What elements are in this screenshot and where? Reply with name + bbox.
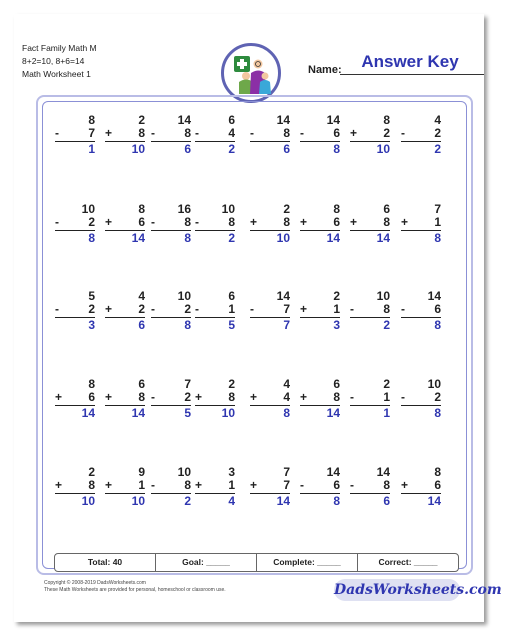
problem-bottom: 2 xyxy=(383,126,390,140)
problem-bottom: 8 xyxy=(184,215,191,229)
problem-answer: 8 xyxy=(283,406,290,420)
problem-operator: - xyxy=(350,478,354,492)
problem-operator: - xyxy=(151,215,155,229)
problem-answer: 10 xyxy=(131,142,145,156)
problem-operator: - xyxy=(151,390,155,404)
dadsworksheets-logo: DadsWorksheets.com xyxy=(334,579,460,601)
problem-bottom: 8 xyxy=(383,302,390,316)
problem-bottom: 8 xyxy=(184,126,191,140)
problem-answer: 8 xyxy=(434,318,441,332)
problem-top: 9 xyxy=(138,465,145,479)
problem-operator: + xyxy=(55,478,63,492)
problem-top: 7 xyxy=(434,202,441,216)
problem-answer: 3 xyxy=(333,318,340,332)
problem-answer: 14 xyxy=(131,406,145,420)
problem-answer: 6 xyxy=(283,142,290,156)
problem-item xyxy=(55,203,95,245)
problem-operator: - xyxy=(55,126,59,140)
problem-bottom: 8 xyxy=(228,390,235,404)
problem-item xyxy=(350,290,390,332)
problem-operator: + xyxy=(105,302,113,316)
usage-line: These Math Worksheets are provided for personal, homeschool or classroom use. xyxy=(44,587,226,593)
problem-item xyxy=(350,466,390,508)
problem-operator: + xyxy=(250,390,258,404)
problem-bottom: 2 xyxy=(88,215,95,229)
problem-item xyxy=(151,203,191,245)
problem-operator: + xyxy=(195,478,203,492)
copyright-line: Copyright © 2008-2019 DadsWorksheets.com xyxy=(44,580,146,586)
problem-operator: - xyxy=(195,215,199,229)
problem-answer: 10 xyxy=(376,142,390,156)
problem-top: 2 xyxy=(333,289,340,303)
problem-answer: 10 xyxy=(221,406,235,420)
problem-item xyxy=(105,203,145,245)
problem-top: 4 xyxy=(138,289,145,303)
problem-top: 5 xyxy=(88,289,95,303)
answer-key-label: Answer Key xyxy=(361,52,459,71)
problem-answer: 8 xyxy=(88,231,95,245)
problem-bottom: 4 xyxy=(228,126,235,140)
problem-item xyxy=(300,378,340,420)
problem-bottom: 7 xyxy=(283,302,290,316)
problem-bottom: 8 xyxy=(283,215,290,229)
problem-bottom: 8 xyxy=(138,126,145,140)
problem-operator: + xyxy=(300,390,308,404)
problem-answer: 5 xyxy=(228,318,235,332)
problem-top: 2 xyxy=(283,202,290,216)
problem-top: 7 xyxy=(184,377,191,391)
problem-answer: 2 xyxy=(383,318,390,332)
problem-bottom: 1 xyxy=(228,478,235,492)
problem-operator: + xyxy=(105,215,113,229)
problem-bottom: 8 xyxy=(383,478,390,492)
problem-bottom: 2 xyxy=(184,302,191,316)
problem-top: 6 xyxy=(333,377,340,391)
worksheet-title: Fact Family Math M xyxy=(22,43,97,53)
worksheet-subtitle: Math Worksheet 1 xyxy=(22,69,91,79)
score-goal: Goal: _____ xyxy=(156,554,257,571)
problem-item xyxy=(195,203,235,245)
problem-answer: 7 xyxy=(283,318,290,332)
problem-operator: + xyxy=(350,215,358,229)
problem-top: 10 xyxy=(427,377,441,391)
problem-bottom: 7 xyxy=(88,126,95,140)
problem-item xyxy=(195,114,235,156)
problem-top: 8 xyxy=(434,465,441,479)
problem-top: 10 xyxy=(177,289,191,303)
problem-answer: 10 xyxy=(276,231,290,245)
name-field-line xyxy=(340,74,484,75)
problem-item xyxy=(401,466,441,508)
problem-operator: - xyxy=(250,126,254,140)
problem-top: 8 xyxy=(88,113,95,127)
problem-bottom: 8 xyxy=(88,478,95,492)
problem-top: 6 xyxy=(228,289,235,303)
problem-top: 16 xyxy=(177,202,191,216)
problem-item xyxy=(401,290,441,332)
problem-operator: + xyxy=(350,126,358,140)
problem-answer: 14 xyxy=(276,494,290,508)
problem-operator: - xyxy=(151,126,155,140)
problem-operator: - xyxy=(350,302,354,316)
worksheet-facts: 8+2=10, 8+6=14 xyxy=(22,56,85,66)
problem-top: 4 xyxy=(434,113,441,127)
problem-item xyxy=(250,114,290,156)
problem-item xyxy=(105,290,145,332)
problem-item xyxy=(55,114,95,156)
problem-operator: - xyxy=(401,126,405,140)
problem-operator: - xyxy=(350,390,354,404)
problem-item xyxy=(350,114,390,156)
copyright-notice xyxy=(44,580,226,594)
name-label: Name: xyxy=(308,64,342,76)
problem-bottom: 2 xyxy=(138,302,145,316)
problem-answer: 6 xyxy=(138,318,145,332)
problem-item xyxy=(300,466,340,508)
problem-operator: + xyxy=(105,478,113,492)
problem-bottom: 6 xyxy=(88,390,95,404)
problem-operator: - xyxy=(55,215,59,229)
problem-answer: 1 xyxy=(383,406,390,420)
problem-bottom: 6 xyxy=(434,302,441,316)
problem-answer: 6 xyxy=(383,494,390,508)
family-icon xyxy=(221,43,281,103)
problem-bottom: 7 xyxy=(283,478,290,492)
problem-operator: - xyxy=(195,126,199,140)
problem-operator: + xyxy=(250,215,258,229)
problem-item xyxy=(300,203,340,245)
problem-top: 14 xyxy=(427,289,441,303)
problem-item xyxy=(401,378,441,420)
problem-bottom: 8 xyxy=(283,126,290,140)
problem-item xyxy=(105,114,145,156)
problem-operator: + xyxy=(105,390,113,404)
problem-bottom: 1 xyxy=(333,302,340,316)
problem-top: 2 xyxy=(228,377,235,391)
problem-item xyxy=(401,203,441,245)
problem-item xyxy=(55,378,95,420)
problem-top: 2 xyxy=(138,113,145,127)
problem-item xyxy=(151,378,191,420)
problem-answer: 14 xyxy=(81,406,95,420)
problem-item xyxy=(195,466,235,508)
problem-answer: 3 xyxy=(88,318,95,332)
problem-bottom: 2 xyxy=(88,302,95,316)
problem-item xyxy=(195,290,235,332)
problem-top: 10 xyxy=(177,465,191,479)
problem-item xyxy=(300,290,340,332)
problem-operator: + xyxy=(250,478,258,492)
problem-operator: - xyxy=(250,302,254,316)
problem-operator: - xyxy=(151,302,155,316)
problem-bottom: 8 xyxy=(138,390,145,404)
problem-item xyxy=(55,290,95,332)
problem-answer: 1 xyxy=(88,142,95,156)
problem-answer: 5 xyxy=(184,406,191,420)
problem-operator: - xyxy=(401,390,405,404)
problem-operator: + xyxy=(300,215,308,229)
problem-top: 6 xyxy=(228,113,235,127)
problem-top: 2 xyxy=(88,465,95,479)
problem-top: 4 xyxy=(283,377,290,391)
problem-bottom: 8 xyxy=(184,478,191,492)
problem-top: 14 xyxy=(276,289,290,303)
problem-operator: - xyxy=(300,478,304,492)
problem-answer: 14 xyxy=(131,231,145,245)
problem-operator: + xyxy=(401,478,409,492)
score-complete: Complete: _____ xyxy=(257,554,358,571)
problem-answer: 8 xyxy=(184,231,191,245)
problem-bottom: 2 xyxy=(184,390,191,404)
problem-top: 6 xyxy=(383,202,390,216)
problem-answer: 8 xyxy=(184,318,191,332)
problem-item xyxy=(350,203,390,245)
problem-answer: 8 xyxy=(434,406,441,420)
problem-answer: 10 xyxy=(81,494,95,508)
problem-top: 10 xyxy=(376,289,390,303)
problem-top: 8 xyxy=(138,202,145,216)
problem-answer: 2 xyxy=(228,142,235,156)
problem-operator: + xyxy=(300,302,308,316)
problem-operator: + xyxy=(195,390,203,404)
problem-top: 10 xyxy=(81,202,95,216)
problem-item xyxy=(250,466,290,508)
problem-bottom: 6 xyxy=(333,478,340,492)
problem-answer: 2 xyxy=(434,142,441,156)
problem-operator: - xyxy=(55,302,59,316)
problem-top: 10 xyxy=(221,202,235,216)
problem-top: 6 xyxy=(138,377,145,391)
problem-answer: 14 xyxy=(427,494,441,508)
problem-operator: + xyxy=(401,215,409,229)
problem-item xyxy=(105,466,145,508)
problem-top: 8 xyxy=(333,202,340,216)
problem-item xyxy=(151,114,191,156)
problem-bottom: 6 xyxy=(333,126,340,140)
problem-top: 14 xyxy=(326,465,340,479)
worksheet-header xyxy=(22,42,97,81)
problem-item xyxy=(250,378,290,420)
problem-bottom: 1 xyxy=(228,302,235,316)
problem-item xyxy=(195,378,235,420)
problem-top: 14 xyxy=(376,465,390,479)
problem-item xyxy=(151,290,191,332)
problem-answer: 8 xyxy=(333,142,340,156)
problem-top: 14 xyxy=(326,113,340,127)
problem-operator: - xyxy=(300,126,304,140)
problem-answer: 14 xyxy=(376,231,390,245)
problem-bottom: 6 xyxy=(434,478,441,492)
problem-top: 14 xyxy=(276,113,290,127)
problem-bottom: 8 xyxy=(333,390,340,404)
problem-top: 2 xyxy=(383,377,390,391)
problem-operator: - xyxy=(401,302,405,316)
problem-top: 14 xyxy=(177,113,191,127)
score-row xyxy=(54,553,459,572)
problem-item xyxy=(401,114,441,156)
score-correct: Correct: _____ xyxy=(378,557,438,567)
problem-answer: 4 xyxy=(228,494,235,508)
problem-item xyxy=(250,290,290,332)
problem-operator: - xyxy=(151,478,155,492)
problem-item xyxy=(151,466,191,508)
problem-item xyxy=(105,378,145,420)
problem-answer: 2 xyxy=(184,494,191,508)
problem-answer: 14 xyxy=(326,231,340,245)
problem-top: 8 xyxy=(383,113,390,127)
problem-bottom: 1 xyxy=(434,215,441,229)
problem-answer: 10 xyxy=(131,494,145,508)
problem-operator: - xyxy=(195,302,199,316)
problem-answer: 8 xyxy=(434,231,441,245)
problem-top: 8 xyxy=(88,377,95,391)
problem-item xyxy=(300,114,340,156)
problem-bottom: 6 xyxy=(138,215,145,229)
problem-bottom: 8 xyxy=(228,215,235,229)
problem-operator: + xyxy=(105,126,113,140)
problem-answer: 14 xyxy=(326,406,340,420)
problem-bottom: 1 xyxy=(383,390,390,404)
problem-answer: 6 xyxy=(184,142,191,156)
problem-item xyxy=(350,378,390,420)
problem-top: 7 xyxy=(283,465,290,479)
score-total: Total: 40 xyxy=(55,554,156,571)
problem-item xyxy=(250,203,290,245)
problem-bottom: 2 xyxy=(434,126,441,140)
problem-item xyxy=(55,466,95,508)
problem-bottom: 8 xyxy=(383,215,390,229)
problem-operator: + xyxy=(55,390,63,404)
problem-answer: 8 xyxy=(333,494,340,508)
problem-bottom: 4 xyxy=(283,390,290,404)
problem-bottom: 2 xyxy=(434,390,441,404)
problem-bottom: 6 xyxy=(333,215,340,229)
problem-answer: 2 xyxy=(228,231,235,245)
problem-top: 3 xyxy=(228,465,235,479)
problem-bottom: 1 xyxy=(138,478,145,492)
